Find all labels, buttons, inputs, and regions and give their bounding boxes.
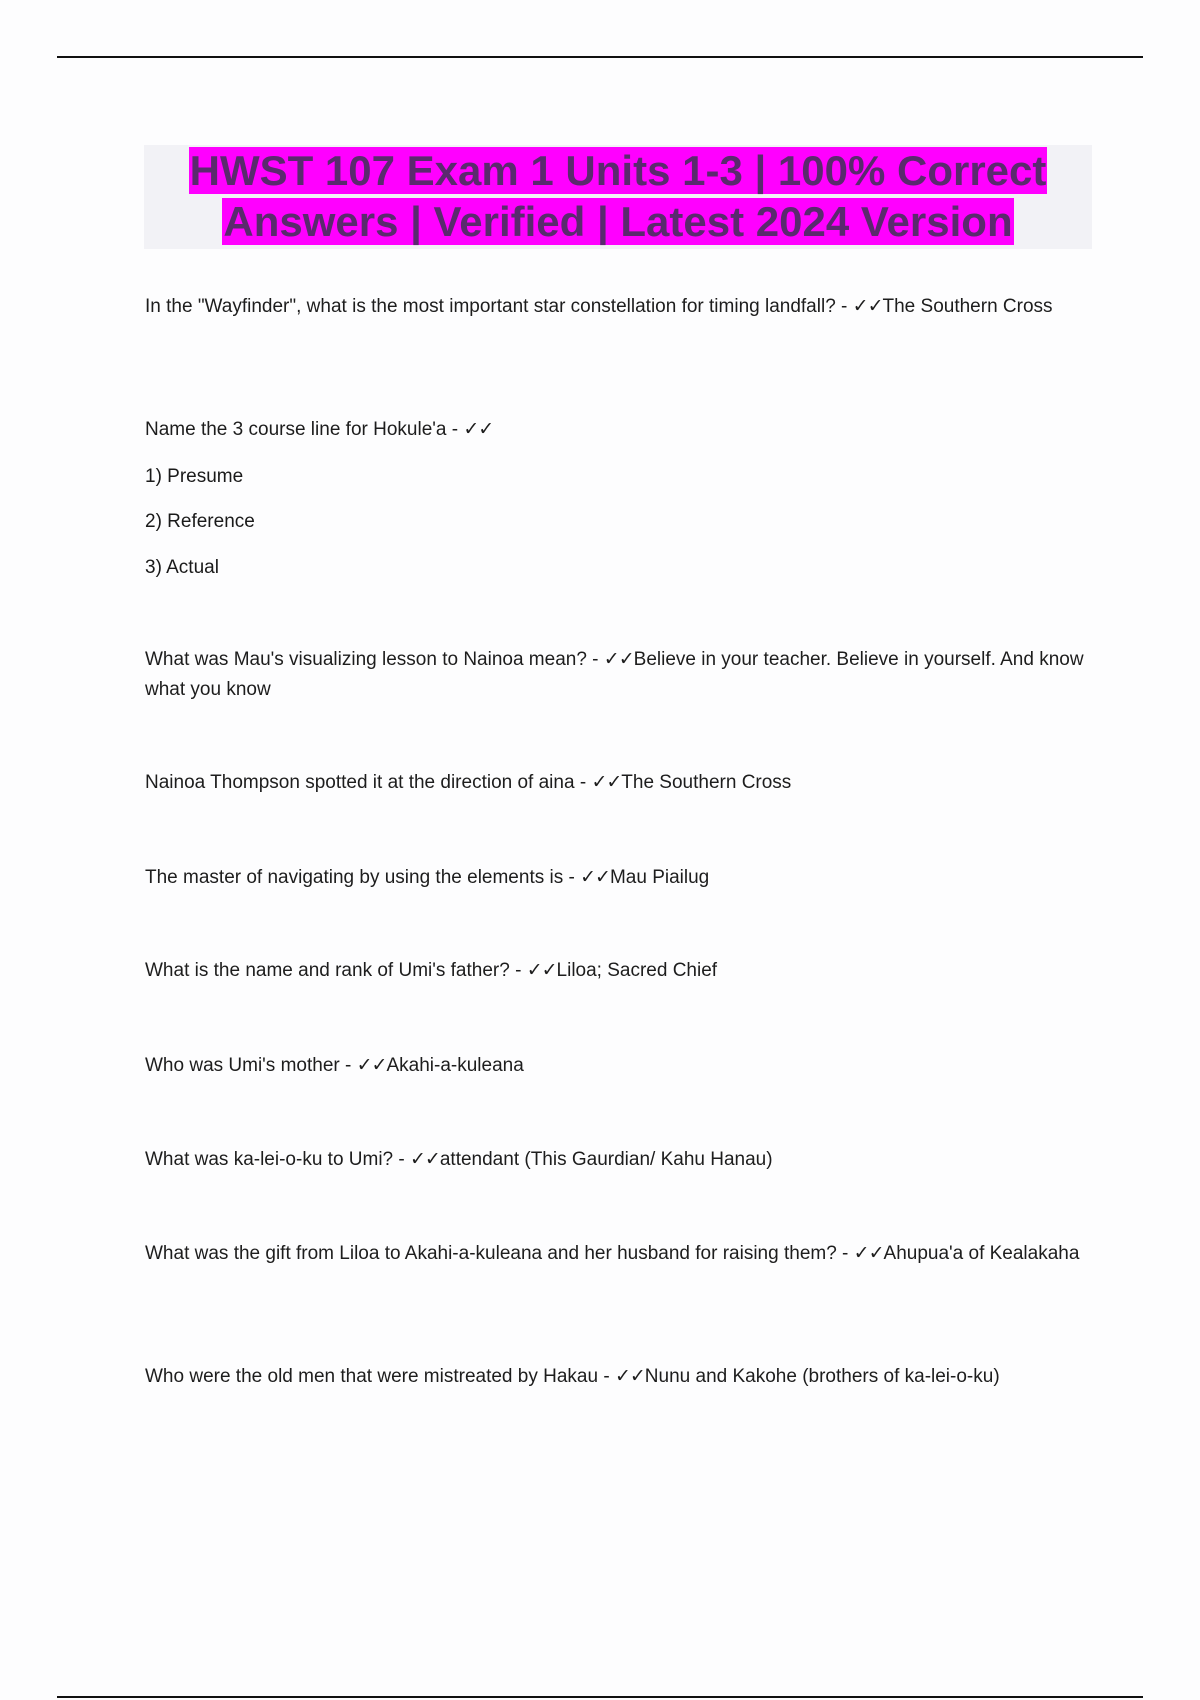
- check-icon: ✓✓: [853, 1243, 884, 1264]
- question-text: The master of navigating by using the elements is: [145, 867, 564, 888]
- check-icon: ✓✓: [463, 419, 494, 440]
- qa-item-8: What was ka-lei-o-ku to Umi? - ✓✓attendant (This Gaurdian/ Kahu Hanau): [145, 1149, 773, 1170]
- question-text: Nainoa Thompson spotted it at the direction of aina: [145, 772, 575, 793]
- question-text: Who was Umi's mother: [145, 1055, 340, 1076]
- question-text: What is the name and rank of Umi's father?: [145, 960, 510, 981]
- question-text: What was Mau's visualizing lesson to Nainoa mean?: [145, 649, 587, 670]
- question-text: Name the 3 course line for Hokule'a: [145, 419, 447, 440]
- question-text: What was the gift from Liloa to Akahi-a-kuleana and her husband for raising them?: [145, 1243, 837, 1264]
- list-item: 1) Presume: [145, 466, 244, 487]
- qa-item-10: Who were the old men that were mistreated by Hakau - ✓✓Nunu and Kakohe (brothers of ka-lei-o-ku): [145, 1366, 1000, 1387]
- answer-text: Akahi-a-kuleana: [386, 1055, 524, 1076]
- check-icon: ✓✓: [526, 960, 557, 981]
- qa-item-3: What was Mau's visualizing lesson to Nainoa mean? - ✓✓Believe in your teacher. Believe in yourself. And know what you know: [145, 649, 1084, 700]
- check-icon: ✓✓: [603, 649, 634, 670]
- list-item: 3) Actual: [145, 557, 219, 578]
- qa-item-9: What was the gift from Liloa to Akahi-a-kuleana and her husband for raising them? - ✓✓Ahupua'a of Kealakaha: [145, 1243, 1080, 1264]
- title-block: [144, 145, 1092, 249]
- qa-item-6: What is the name and rank of Umi's father? - ✓✓Liloa; Sacred Chief: [145, 960, 718, 981]
- answer-text: Mau Piailug: [609, 867, 710, 888]
- qa-item-4: Nainoa Thompson spotted it at the direction of aina - ✓✓The Southern Cross: [145, 772, 792, 793]
- answer-text: attendant (This Gaurdian/ Kahu Hanau): [439, 1149, 773, 1170]
- qa-item-2: Name the 3 course line for Hokule'a - ✓✓: [145, 419, 494, 440]
- bottom-rule: [57, 1696, 1143, 1698]
- qa-item-1: In the "Wayfinder", what is the most important star constellation for timing landfall? - ✓✓The Southern Cross: [145, 296, 1053, 317]
- check-icon: ✓✓: [614, 1366, 645, 1387]
- answer-text: The Southern Cross: [621, 772, 792, 793]
- check-icon: ✓✓: [356, 1055, 387, 1076]
- list-item: 2) Reference: [145, 511, 255, 532]
- question-text: In the "Wayfinder", what is the most important star constellation for timing landfall?: [145, 296, 836, 317]
- question-text: Who were the old men that were mistreated by Hakau: [145, 1366, 599, 1387]
- qa-item-7: Who was Umi's mother - ✓✓Akahi-a-kuleana: [145, 1055, 524, 1076]
- answer-text: Ahupua'a of Kealakaha: [883, 1243, 1080, 1264]
- top-rule: [57, 56, 1143, 58]
- answer-text: Believe in your teacher. Believe in yourself. And know what you know: [145, 649, 1084, 700]
- question-text: What was ka-lei-o-ku to Umi?: [145, 1149, 394, 1170]
- check-icon: ✓✓: [580, 867, 610, 888]
- answer-text: Nunu and Kakohe (brothers of ka-lei-o-ku): [644, 1366, 1000, 1387]
- answer-text: The Southern Cross: [882, 296, 1053, 317]
- check-icon: ✓✓: [410, 1149, 440, 1170]
- document-title: HWST 107 Exam 1 Units 1-3 | 100% Correct Answers | Verified | Latest 2024 Version: [189, 147, 1047, 245]
- answer-text: Liloa; Sacred Chief: [556, 960, 718, 981]
- qa-item-5: The master of navigating by using the elements is - ✓✓Mau Piailug: [145, 867, 710, 888]
- check-icon: ✓✓: [591, 772, 622, 793]
- check-icon: ✓✓: [852, 296, 883, 317]
